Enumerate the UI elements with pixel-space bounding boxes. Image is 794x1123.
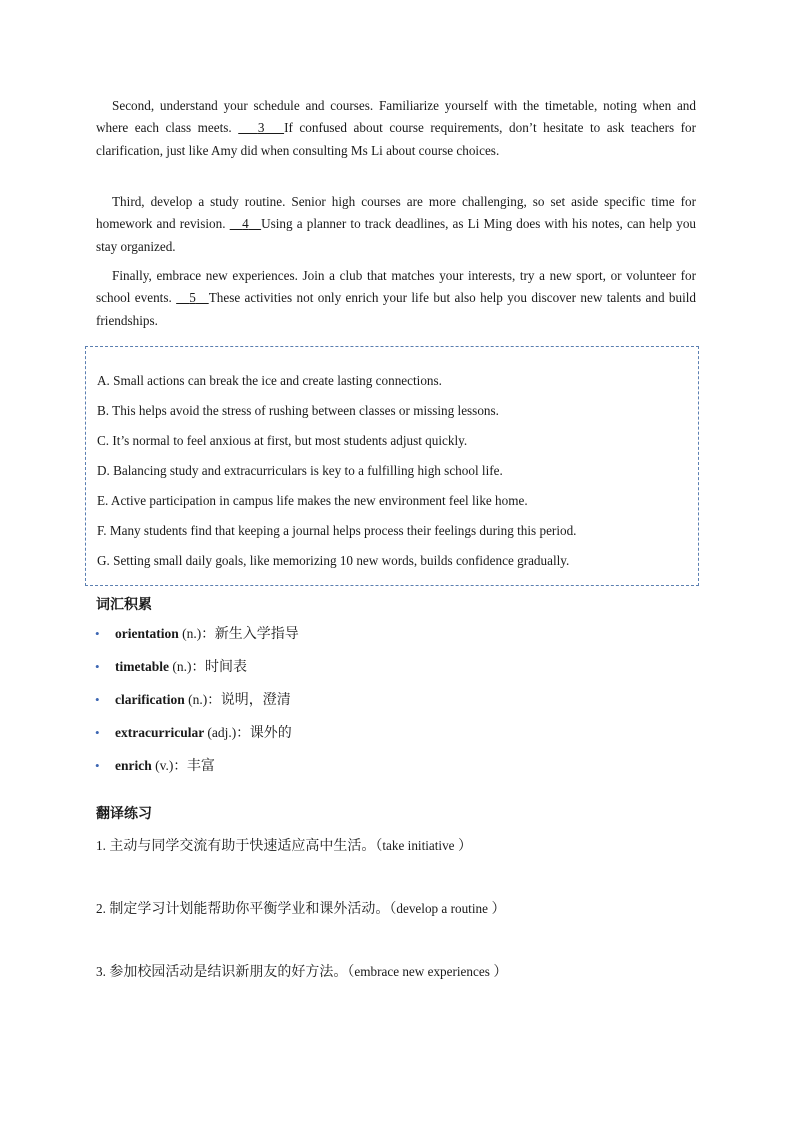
vocab-meaning: 课外的 [249, 725, 292, 741]
item-number: 3. [96, 964, 106, 979]
vocab-meaning: 说明，澄清 [220, 692, 291, 708]
bullet-icon: • [95, 692, 100, 707]
translation-item-3: 3. 参加校园活动是结识新朋友的好方法。（embrace new experiences ） [96, 964, 508, 980]
item-sentence: 主动与同学交流有助于快速适应高中生活。 [109, 838, 376, 854]
vocab-item [96, 756, 656, 789]
option-b: B. This helps avoid the stress of rushing between classes or missing lessons. [97, 403, 499, 418]
option-g: G. Setting small daily goals, like memorizing 10 new words, builds confidence gradually. [97, 553, 570, 568]
item-sentence: 制定学习计划能帮助你平衡学业和课外活动。 [109, 901, 390, 917]
paragraph-text: Second, understand your schedule and courses. Familiarize yourself with the timetable, noting when and where each class meets. [96, 98, 696, 136]
translation-item-2: 2. 制定学习计划能帮助你平衡学业和课外活动。（develop a routine ） [96, 901, 506, 917]
paragraph-text: These activities not only enrich your life but also help you discover new talents and build friendships. [96, 290, 697, 328]
bullet-icon: • [95, 659, 100, 674]
vocab-item [96, 624, 656, 657]
translation-heading: 翻译练习 [96, 806, 152, 822]
option-c: C. It’s normal to feel anxious at first, but most students adjust quickly. [97, 433, 468, 448]
passage-paragraph-3 [96, 191, 696, 258]
vocab-pos: (adj.)： [207, 725, 250, 740]
vocab-list [96, 624, 656, 789]
vocab-word: orientation [115, 626, 179, 641]
vocab-pos: (n.)： [188, 692, 221, 707]
vocab-pos: (n.)： [172, 659, 205, 674]
option-e: E. Active participation in campus life makes the new environment feel like home. [97, 493, 528, 508]
bullet-icon: • [95, 725, 100, 740]
paragraph-text: Third, develop a study routine. Senior high courses are more challenging, so set aside specific time for homework and revision. [96, 194, 696, 232]
blank-3: 3 [257, 120, 265, 136]
paragraph-text: Finally, embrace new experiences. Join a club that matches your interests, try a new sport, or volunteer for school events. [96, 268, 696, 306]
item-number: 1. [96, 838, 106, 853]
item-hint: develop a routine [396, 901, 488, 916]
vocab-meaning: 丰富 [186, 758, 215, 774]
vocab-pos: (n.)： [182, 626, 215, 641]
item-hint: take initiative [382, 838, 455, 853]
options-box [85, 346, 699, 586]
blank-5: 5 [189, 290, 196, 306]
blank-4: 4 [242, 216, 249, 232]
option-f: F. Many students find that keeping a journal helps process their feelings during this period. [97, 523, 577, 538]
item-sentence: 参加校园活动是结识新朋友的好方法。 [109, 964, 348, 980]
paragraph-text: If confused about course requirements, don’t hesitate to ask teachers for clarification, just like Amy did when consulting Ms Li about course choices. [96, 120, 697, 158]
vocab-item [96, 723, 656, 756]
item-number: 2. [96, 901, 106, 916]
passage-paragraph-4 [96, 265, 696, 332]
vocab-word: clarification [115, 692, 185, 707]
translation-item-1: 1. 主动与同学交流有助于快速适应高中生活。（take initiative ） [96, 838, 473, 854]
vocab-pos: (v.)： [155, 758, 187, 773]
vocab-word: extracurricular [115, 725, 204, 740]
vocab-word: enrich [115, 758, 152, 773]
vocab-item [96, 657, 656, 690]
vocab-word: timetable [115, 659, 169, 674]
option-d: D. Balancing study and extracurriculars is key to a fulfilling high school life. [97, 463, 503, 478]
bullet-icon: • [95, 758, 100, 773]
paragraph-text: Using a planner to track deadlines, as Li Ming does with his notes, can help you stay organized. [96, 216, 697, 254]
vocab-meaning: 新生入学指导 [214, 626, 299, 642]
bullet-icon: • [95, 626, 100, 641]
vocab-heading: 词汇积累 [96, 597, 152, 613]
option-a: A. Small actions can break the ice and create lasting connections. [97, 373, 442, 388]
passage-paragraph-2 [96, 95, 696, 162]
item-hint: embrace new experiences [354, 964, 490, 979]
vocab-item [96, 690, 656, 723]
vocab-meaning: 时间表 [204, 659, 247, 675]
